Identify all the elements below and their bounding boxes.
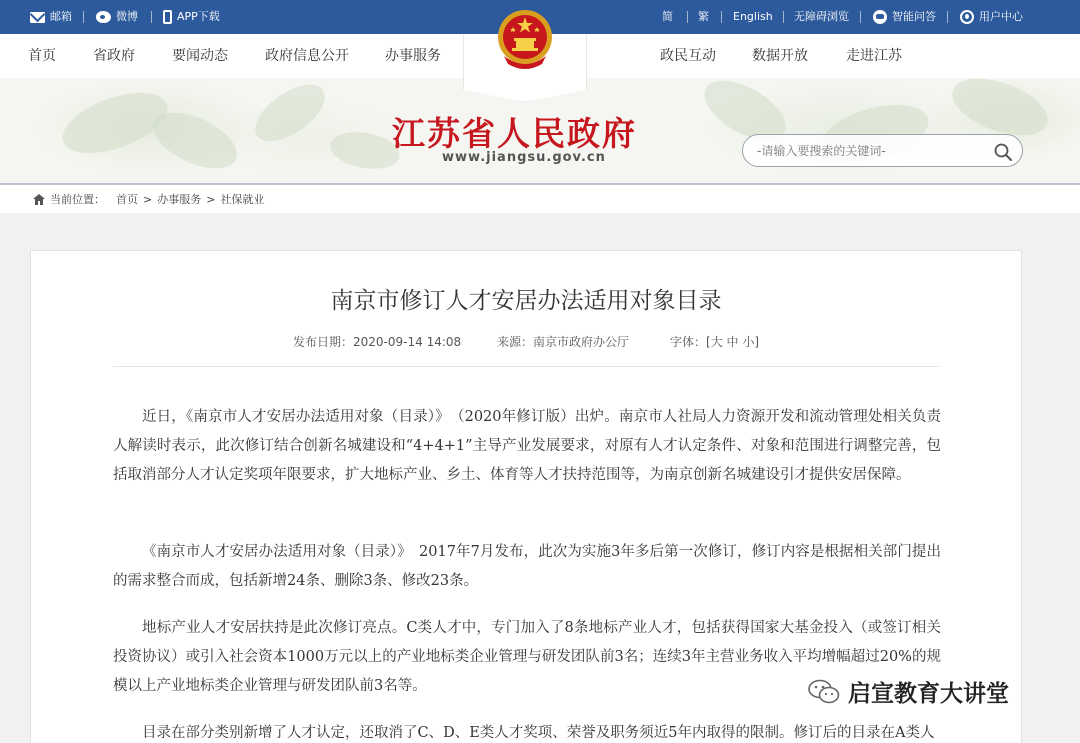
article-paragraph: 地标产业人才安居扶持是此次修订亮点。C类人才中，专门加入了8条地标产业人才，包括获得国家大基金投入（或签订相关投资协议）或引入社会资本1000万元以上的产业地标类企业管理与研发团队前3名；连续3年主营业务收入平均增幅超过20%的规模以上产业地标类企业管理与研发团队前3名等。 xyxy=(113,620,941,694)
article-paragraph: 目录在部分类别新增了人才认定，还取消了C、D、E类人才奖项、荣誉及职务须近5年内取得的限制。修订后的目录在A类人 xyxy=(142,725,935,741)
breadcrumb-social-security[interactable]: 社保就业 xyxy=(220,193,265,206)
nav-services[interactable]: 办事服务 xyxy=(385,48,441,64)
english-link[interactable] xyxy=(733,0,773,34)
search-icon[interactable] xyxy=(993,142,1013,162)
phone-icon xyxy=(163,10,172,24)
flower-decoration xyxy=(246,78,334,152)
divider xyxy=(947,11,948,23)
divider xyxy=(783,11,784,23)
nav-open-data[interactable]: 数据开放 xyxy=(752,48,808,64)
breadcrumb-services[interactable]: 办事服务 xyxy=(157,193,202,206)
divider xyxy=(83,11,84,23)
source-label: 来源： xyxy=(497,335,534,349)
font-size-label: 字体： xyxy=(670,335,707,349)
divider xyxy=(721,11,722,23)
nav-interaction[interactable]: 政民互动 xyxy=(660,48,716,64)
search-box xyxy=(742,134,1023,167)
accessibility-label: 无障碍浏览 xyxy=(794,10,849,23)
accessibility-link[interactable] xyxy=(794,0,849,34)
wechat-icon xyxy=(808,679,840,705)
article-title: 南京市修订人才安居办法适用对象目录 xyxy=(330,288,722,314)
breadcrumb-home[interactable]: 首页 xyxy=(116,193,138,206)
watermark xyxy=(808,675,1009,708)
publish-date-value: 2020-09-14 14:08 xyxy=(353,335,462,349)
email-label: 邮箱 xyxy=(50,10,72,23)
nav-news[interactable]: 要闻动态 xyxy=(172,48,228,64)
article-paragraph: 近日，《南京市人才安居办法适用对象（目录）》 （2020年修订版）出炉。南京市人社局人力资源开发和流动管理处相关负责人解读时表示，此次修订结合创新名城建设和“4+4+1”主导产业发展要求，对原有人才认定条件、对象和范围进行调整完善，包括取消部分人才认定奖项年限要求，扩大地标产业、乡土、体育等人才扶持范围等，为南京创新名城建设引才提供安居保障。 xyxy=(113,409,941,483)
divider xyxy=(151,11,152,23)
traditional-label: 繁 xyxy=(698,10,709,23)
app-download-link[interactable] xyxy=(163,0,220,34)
meta-divider xyxy=(113,366,939,367)
user-icon xyxy=(960,10,974,24)
divider xyxy=(860,11,861,23)
article-source xyxy=(497,333,629,350)
home-icon xyxy=(33,194,45,205)
weibo-icon xyxy=(96,11,111,23)
breadcrumb-separator: > xyxy=(143,192,153,206)
nav-gov-info-disclosure[interactable]: 政府信息公开 xyxy=(265,48,349,64)
nav-about-jiangsu[interactable]: 走进江苏 xyxy=(846,48,902,64)
breadcrumb-label: 当前位置： xyxy=(50,193,105,206)
nav-home[interactable]: 首页 xyxy=(28,48,56,64)
nav-provincial-government[interactable]: 省政府 xyxy=(93,48,135,64)
font-size-control xyxy=(670,333,759,350)
breadcrumb-separator: > xyxy=(206,192,216,206)
robot-icon xyxy=(873,10,887,24)
smart-qa-label: 智能问答 xyxy=(892,10,936,23)
app-download-label: APP下载 xyxy=(177,10,220,23)
publish-date-label: 发布日期： xyxy=(293,335,354,349)
weibo-label: 微博 xyxy=(116,10,138,23)
national-emblem-icon[interactable] xyxy=(496,8,554,72)
traditional-chinese-link[interactable] xyxy=(698,0,709,34)
breadcrumb-bar xyxy=(0,183,1080,213)
simplified-chinese-link[interactable] xyxy=(662,0,673,34)
site-title[interactable]: 江苏省人民政府 xyxy=(392,114,637,153)
smart-qa-link[interactable] xyxy=(873,0,936,34)
mail-icon xyxy=(30,12,45,23)
font-size-options[interactable]: [大 中 小] xyxy=(706,335,760,349)
simplified-label: 简 xyxy=(662,10,673,23)
watermark-text: 启宣教育大讲堂 xyxy=(848,681,1009,707)
publish-date xyxy=(293,333,461,350)
site-url[interactable]: www.jiangsu.gov.cn xyxy=(442,150,606,165)
user-center-link[interactable] xyxy=(960,0,1023,34)
english-label: English xyxy=(733,10,773,23)
user-center-label: 用户中心 xyxy=(979,10,1023,23)
email-link[interactable] xyxy=(30,0,72,34)
weibo-link[interactable] xyxy=(96,0,138,34)
search-input[interactable] xyxy=(757,143,987,159)
breadcrumb xyxy=(33,191,264,207)
divider xyxy=(687,11,688,23)
article-paragraph: 《南京市人才安居办法适用对象（目录）》 2017年7月发布，此次为实施3年多后第一次修订，修订内容是根据相关部门提出的需求整合而成，包括新增24条、删除3条、修改23条。 xyxy=(113,544,941,589)
source-value: 南京市政府办公厅 xyxy=(533,335,630,349)
